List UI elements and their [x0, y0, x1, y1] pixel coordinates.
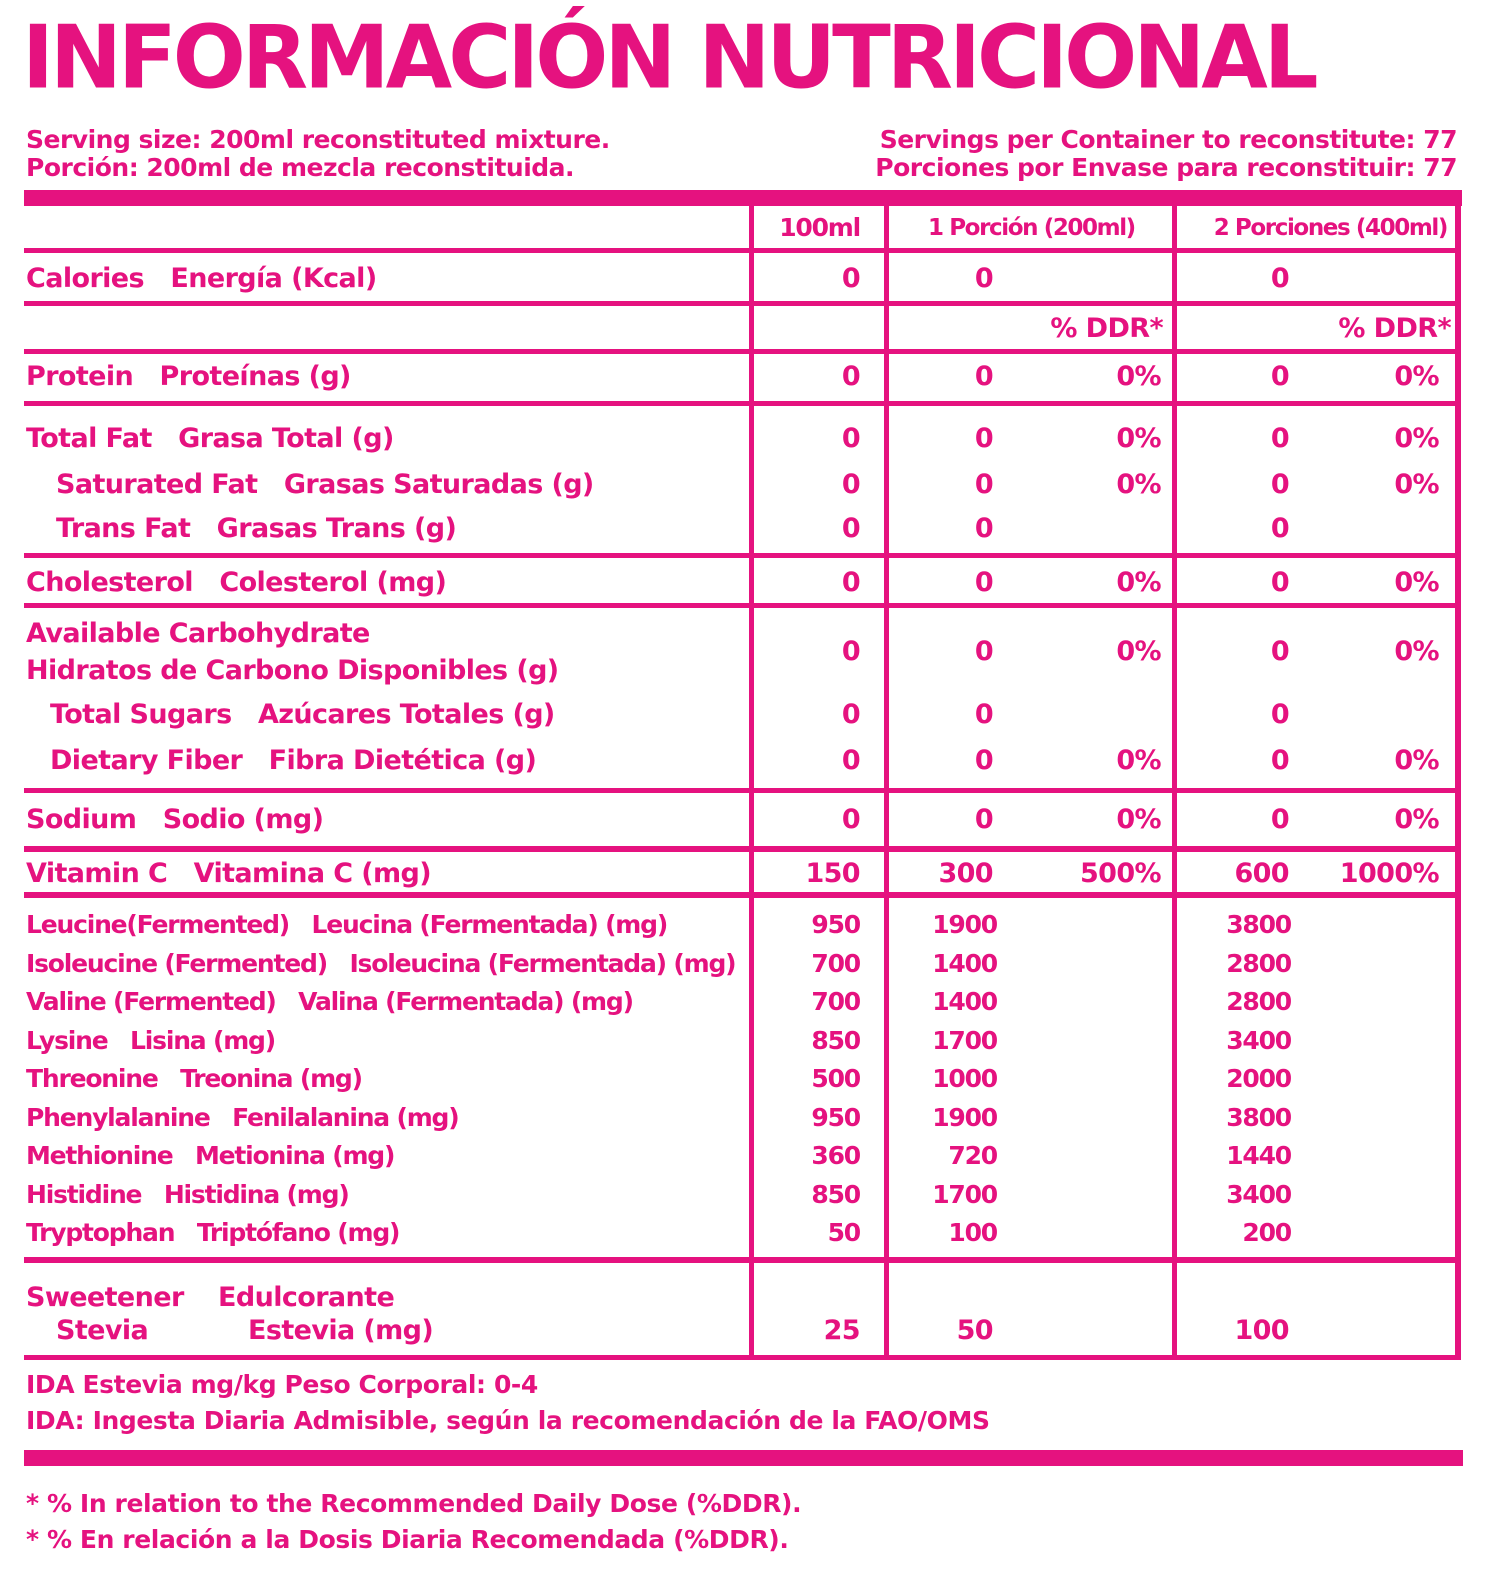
col-header-2-portions: 2 Porciones (400ml): [1213, 215, 1447, 241]
bottom-bar: [24, 1450, 1463, 1466]
carbs-1-portion-ddr: 0%: [1116, 636, 1161, 667]
row-divider: [24, 1257, 1459, 1263]
col-header-100ml: 100ml: [779, 213, 860, 242]
amino-2-portions: 3800: [1226, 910, 1291, 939]
sodium-2-portions: 0: [1270, 804, 1289, 835]
sodium-1-portion-ddr: 0%: [1116, 804, 1161, 835]
table-bottom-line: [24, 1355, 1461, 1360]
amino-100ml: 700: [811, 949, 860, 978]
total-fat-100ml: 0: [841, 423, 860, 454]
amino-100ml: 850: [811, 1180, 860, 1209]
footnote-es: * % En relación a la Dosis Diaria Recomendada (%DDR).: [26, 1525, 789, 1554]
protein-1-portion: 0: [974, 361, 993, 392]
page-title: INFORMACIÓN NUTRICIONAL: [22, 7, 1315, 109]
protein-1-portion-ddr: 0%: [1116, 361, 1161, 392]
amino-2-portions: 3800: [1226, 1103, 1291, 1132]
amino-label: Leucine(Fermented) Leucina (Fermentada) (mg): [26, 910, 668, 939]
amino-2-portions: 200: [1242, 1218, 1291, 1247]
fiber-100ml: 0: [841, 745, 860, 776]
row-label-carbs-es: Hidratos de Carbono Disponibles (g): [26, 655, 559, 686]
amino-1-portion: 1400: [932, 949, 997, 978]
amino-label: Lysine Lisina (mg): [26, 1026, 275, 1055]
stevia-1-portion: 50: [956, 1315, 993, 1346]
amino-100ml: 500: [811, 1064, 860, 1093]
sweetener-label-en: Sweetener: [26, 1282, 184, 1313]
saturated-fat-1-portion-ddr: 0%: [1116, 469, 1161, 500]
sodium-100ml: 0: [841, 804, 860, 835]
row-label-dietary-fiber: Dietary Fiber Fibra Dietética (g): [50, 745, 537, 776]
cholesterol-2-portions-ddr: 0%: [1394, 567, 1439, 598]
calories-100ml: 0: [841, 263, 860, 294]
ddr-header-1-portion: % DDR*: [1050, 313, 1163, 344]
fiber-2-portions-ddr: 0%: [1394, 745, 1439, 776]
amino-1-portion: 1700: [932, 1180, 997, 1209]
vitamin-c-1-portion-ddr: 500%: [1079, 858, 1161, 889]
trans-fat-1-portion: 0: [974, 513, 993, 544]
cholesterol-1-portion: 0: [974, 567, 993, 598]
servings-per-container-en: Servings per Container to reconstitute: 77: [879, 125, 1457, 154]
saturated-fat-1-portion: 0: [974, 469, 993, 500]
amino-2-portions: 2000: [1226, 1064, 1291, 1093]
stevia-100ml: 25: [823, 1315, 860, 1346]
calories-1-portion: 0: [974, 263, 993, 294]
carbs-1-portion: 0: [974, 636, 993, 667]
sweetener-label-es: Edulcorante: [218, 1282, 395, 1313]
sugars-100ml: 0: [841, 699, 860, 730]
amino-1-portion: 1900: [932, 910, 997, 939]
ida-line-1: IDA Estevia mg/kg Peso Corporal: 0-4: [26, 1370, 538, 1399]
row-divider: [24, 892, 1459, 898]
protein-2-portions: 0: [1270, 361, 1289, 392]
fiber-1-portion-ddr: 0%: [1116, 745, 1161, 776]
sodium-1-portion: 0: [974, 804, 993, 835]
cholesterol-100ml: 0: [841, 567, 860, 598]
amino-1-portion: 720: [948, 1141, 997, 1170]
total-fat-2-portions-ddr: 0%: [1394, 423, 1439, 454]
calories-2-portions: 0: [1270, 263, 1289, 294]
amino-label: Methionine Metionina (mg): [26, 1141, 395, 1170]
fiber-2-portions: 0: [1270, 745, 1289, 776]
sugars-2-portions: 0: [1270, 699, 1289, 730]
table-right-border: [1455, 190, 1461, 1358]
row-label-total-sugars: Total Sugars Azúcares Totales (g): [50, 699, 555, 730]
amino-2-portions: 3400: [1226, 1026, 1291, 1055]
row-divider: [24, 349, 1459, 354]
total-fat-1-portion-ddr: 0%: [1116, 423, 1161, 454]
amino-1-portion: 1700: [932, 1026, 997, 1055]
row-label-sodium: Sodium Sodio (mg): [26, 804, 324, 835]
amino-1-portion: 100: [948, 1218, 997, 1247]
sugars-1-portion: 0: [974, 699, 993, 730]
row-label-carbs-en: Available Carbohydrate: [26, 618, 370, 649]
serving-size-es: Porción: 200ml de mezcla reconstituida.: [26, 153, 575, 182]
amino-2-portions: 3400: [1226, 1180, 1291, 1209]
amino-label: Isoleucine (Fermented) Isoleucina (Fermentada) (mg): [26, 949, 736, 978]
row-label-trans-fat: Trans Fat Grasas Trans (g): [56, 513, 457, 544]
vitamin-c-2-portions-ddr: 1000%: [1339, 858, 1439, 889]
amino-100ml: 700: [811, 987, 860, 1016]
row-divider: [24, 301, 1459, 306]
amino-2-portions: 2800: [1226, 949, 1291, 978]
footnote-en: * % In relation to the Recommended Daily Dose (%DDR).: [26, 1489, 802, 1518]
saturated-fat-2-portions-ddr: 0%: [1394, 469, 1439, 500]
row-label-cholesterol: Cholesterol Colesterol (mg): [26, 567, 447, 598]
row-divider: [24, 603, 1459, 608]
carbs-2-portions: 0: [1270, 636, 1289, 667]
vitamin-c-100ml: 150: [805, 858, 860, 889]
row-divider: [24, 846, 1459, 852]
protein-100ml: 0: [841, 361, 860, 392]
sodium-2-portions-ddr: 0%: [1394, 804, 1439, 835]
amino-100ml: 360: [811, 1141, 860, 1170]
carbs-2-portions-ddr: 0%: [1394, 636, 1439, 667]
row-divider: [24, 248, 1459, 253]
stevia-2-portions: 100: [1234, 1315, 1289, 1346]
amino-label: Histidine Histidina (mg): [26, 1180, 349, 1209]
serving-size-en: Serving size: 200ml reconstituted mixture.: [26, 125, 610, 154]
amino-label: Phenylalanine Fenilalanina (mg): [26, 1103, 459, 1132]
saturated-fat-2-portions: 0: [1270, 469, 1289, 500]
amino-100ml: 950: [811, 1103, 860, 1132]
amino-label: Threonine Treonina (mg): [26, 1064, 362, 1093]
amino-100ml: 950: [811, 910, 860, 939]
total-fat-1-portion: 0: [974, 423, 993, 454]
row-label-saturated-fat: Saturated Fat Grasas Saturadas (g): [56, 469, 594, 500]
stevia-label-en: Stevia: [56, 1315, 149, 1346]
amino-100ml: 50: [827, 1218, 860, 1247]
amino-1-portion: 1000: [932, 1064, 997, 1093]
servings-per-container-es: Porciones por Envase para reconstituir: 77: [875, 153, 1457, 182]
cholesterol-1-portion-ddr: 0%: [1116, 567, 1161, 598]
row-label-calories: Calories Energía (Kcal): [26, 263, 377, 294]
total-fat-2-portions: 0: [1270, 423, 1289, 454]
carbs-100ml: 0: [841, 636, 860, 667]
amino-100ml: 850: [811, 1026, 860, 1055]
row-label-total-fat: Total Fat Grasa Total (g): [26, 423, 394, 454]
trans-fat-100ml: 0: [841, 513, 860, 544]
table-top-bar: [24, 190, 1462, 206]
saturated-fat-100ml: 0: [841, 469, 860, 500]
row-divider: [24, 553, 1459, 558]
amino-2-portions: 2800: [1226, 987, 1291, 1016]
vitamin-c-2-portions: 600: [1234, 858, 1289, 889]
row-divider: [24, 788, 1459, 793]
amino-1-portion: 1900: [932, 1103, 997, 1132]
stevia-label-es: Estevia (mg): [248, 1315, 434, 1346]
trans-fat-2-portions: 0: [1270, 513, 1289, 544]
fiber-1-portion: 0: [974, 745, 993, 776]
row-divider: [24, 401, 1459, 406]
vitamin-c-1-portion: 300: [938, 858, 993, 889]
amino-label: Valine (Fermented) Valina (Fermentada) (mg): [26, 987, 633, 1016]
ida-line-2: IDA: Ingesta Diaria Admisible, según la recomendación de la FAO/OMS: [26, 1406, 990, 1435]
col-header-1-portion: 1 Porción (200ml): [928, 215, 1135, 241]
cholesterol-2-portions: 0: [1270, 567, 1289, 598]
row-label-vitamin-c: Vitamin C Vitamina C (mg): [26, 858, 432, 889]
amino-label: Tryptophan Triptófano (mg): [26, 1218, 400, 1247]
ddr-header-2-portions: % DDR*: [1338, 313, 1451, 344]
row-label-protein: Protein Proteínas (g): [26, 361, 351, 392]
protein-2-portions-ddr: 0%: [1394, 361, 1439, 392]
amino-1-portion: 1400: [932, 987, 997, 1016]
amino-2-portions: 1440: [1226, 1141, 1291, 1170]
